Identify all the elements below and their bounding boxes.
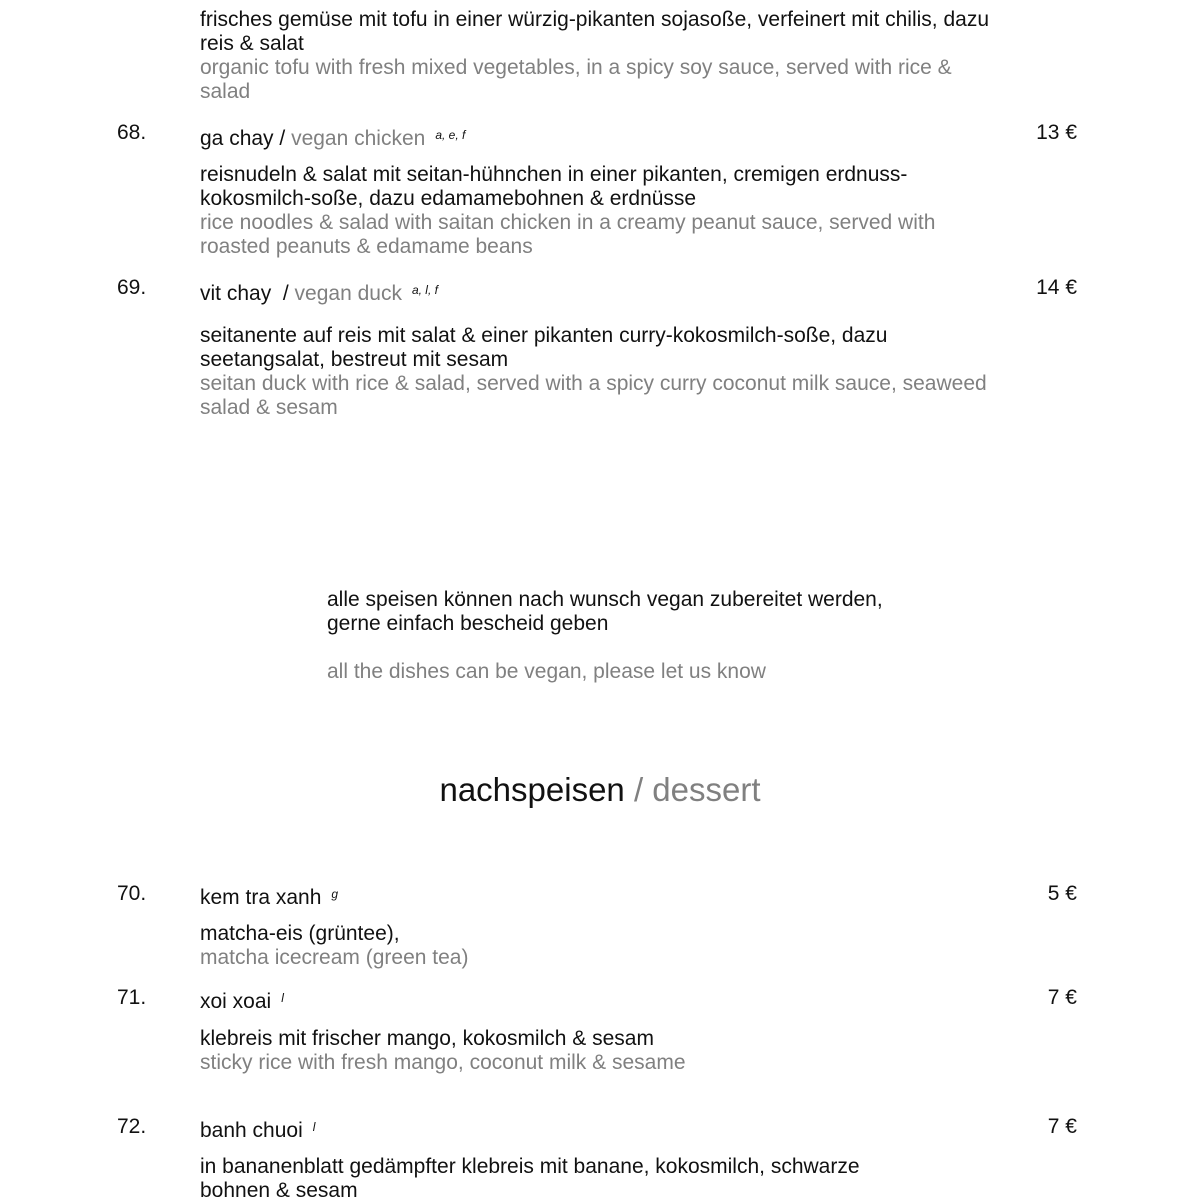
item-name-de: xoi xoai — [200, 990, 272, 1013]
item-description-en: rice noodles & salad with saitan chicken in a creamy peanut sauce, served with roasted peanuts & edamame beans — [200, 211, 936, 258]
intro-description-en: organic tofu with fresh mixed vegetables, in a spicy soy sauce, served with rice & salad — [200, 56, 952, 103]
vegan-note — [327, 588, 967, 684]
item-description-de: matcha-eis (grüntee), — [200, 922, 400, 945]
item-name — [200, 986, 284, 1014]
item-price: 13 € — [1036, 121, 1077, 144]
allergen-codes: a, e, f — [435, 128, 466, 142]
item-name — [200, 278, 438, 306]
section-heading-separator: / — [624, 771, 653, 808]
name-separator: / — [273, 127, 292, 150]
section-heading-en: dessert — [652, 771, 761, 808]
item-description — [200, 922, 1000, 970]
item-number: 69. — [117, 276, 147, 299]
item-name — [200, 1115, 315, 1143]
item-name — [200, 882, 338, 910]
section-heading-de: nachspeisen — [439, 771, 625, 808]
item-number: 71. — [117, 986, 147, 1009]
item-description-de: seitanente auf reis mit salat & einer pikanten curry-kokosmilch-soße, dazu seetangsalat, bestreut mit sesam — [200, 324, 888, 371]
item-name-de: vit chay — [200, 282, 272, 305]
item-name-en: vegan chicken — [291, 127, 426, 150]
item-description — [200, 1027, 1000, 1075]
item-name-de: banh chuoi — [200, 1119, 303, 1142]
allergen-codes: a, l, f — [411, 283, 438, 297]
item-price: 7 € — [1047, 1115, 1077, 1138]
item-description-de: reisnudeln & salat mit seitan-hühnchen in einer pikanten, cremigen erdnuss-kokosmilch-soße, dazu edamamebohnen & erdnüsse — [200, 163, 908, 210]
item-description-de: in bananenblatt gedämpfter klebreis mit banane, kokosmilch, schwarze bohnen & sesam — [200, 1155, 860, 1202]
item-name-de: kem tra xanh — [200, 886, 322, 909]
item-description — [200, 163, 1000, 259]
item-number: 70. — [117, 882, 147, 905]
item-name — [200, 123, 465, 151]
item-description-en: sticky rice with fresh mango, coconut milk & sesame — [200, 1051, 686, 1074]
allergen-codes: l — [312, 1120, 316, 1134]
allergen-codes: l — [281, 991, 284, 1005]
item-name-de: ga chay — [200, 127, 274, 150]
item-name-en: vegan duck — [294, 282, 402, 305]
item-price: 5 € — [1047, 882, 1077, 905]
name-separator: / — [271, 282, 295, 305]
vegan-note-de: alle speisen können nach wunsch vegan zubereitet werden, gerne einfach bescheid geben — [327, 588, 883, 635]
item-description — [200, 1155, 920, 1203]
allergen-codes: g — [331, 887, 339, 901]
intro-description-de: frisches gemüse mit tofu in einer würzig-pikanten sojasoße, verfeinert mit chilis, dazu reis & salat — [200, 8, 989, 55]
item-description-de: klebreis mit frischer mango, kokosmilch & sesam — [200, 1027, 654, 1050]
intro-description — [200, 8, 1000, 104]
item-description-en: matcha icecream (green tea) — [200, 946, 469, 969]
section-heading — [0, 770, 1200, 810]
item-description — [200, 324, 1000, 420]
item-number: 72. — [117, 1115, 147, 1138]
item-price: 14 € — [1036, 276, 1077, 299]
item-description-en: seitan duck with rice & salad, served with a spicy curry coconut milk sauce, seaweed salad & sesam — [200, 372, 987, 419]
vegan-note-en: all the dishes can be vegan, please let us know — [327, 660, 766, 683]
item-number: 68. — [117, 121, 147, 144]
item-price: 7 € — [1047, 986, 1077, 1009]
